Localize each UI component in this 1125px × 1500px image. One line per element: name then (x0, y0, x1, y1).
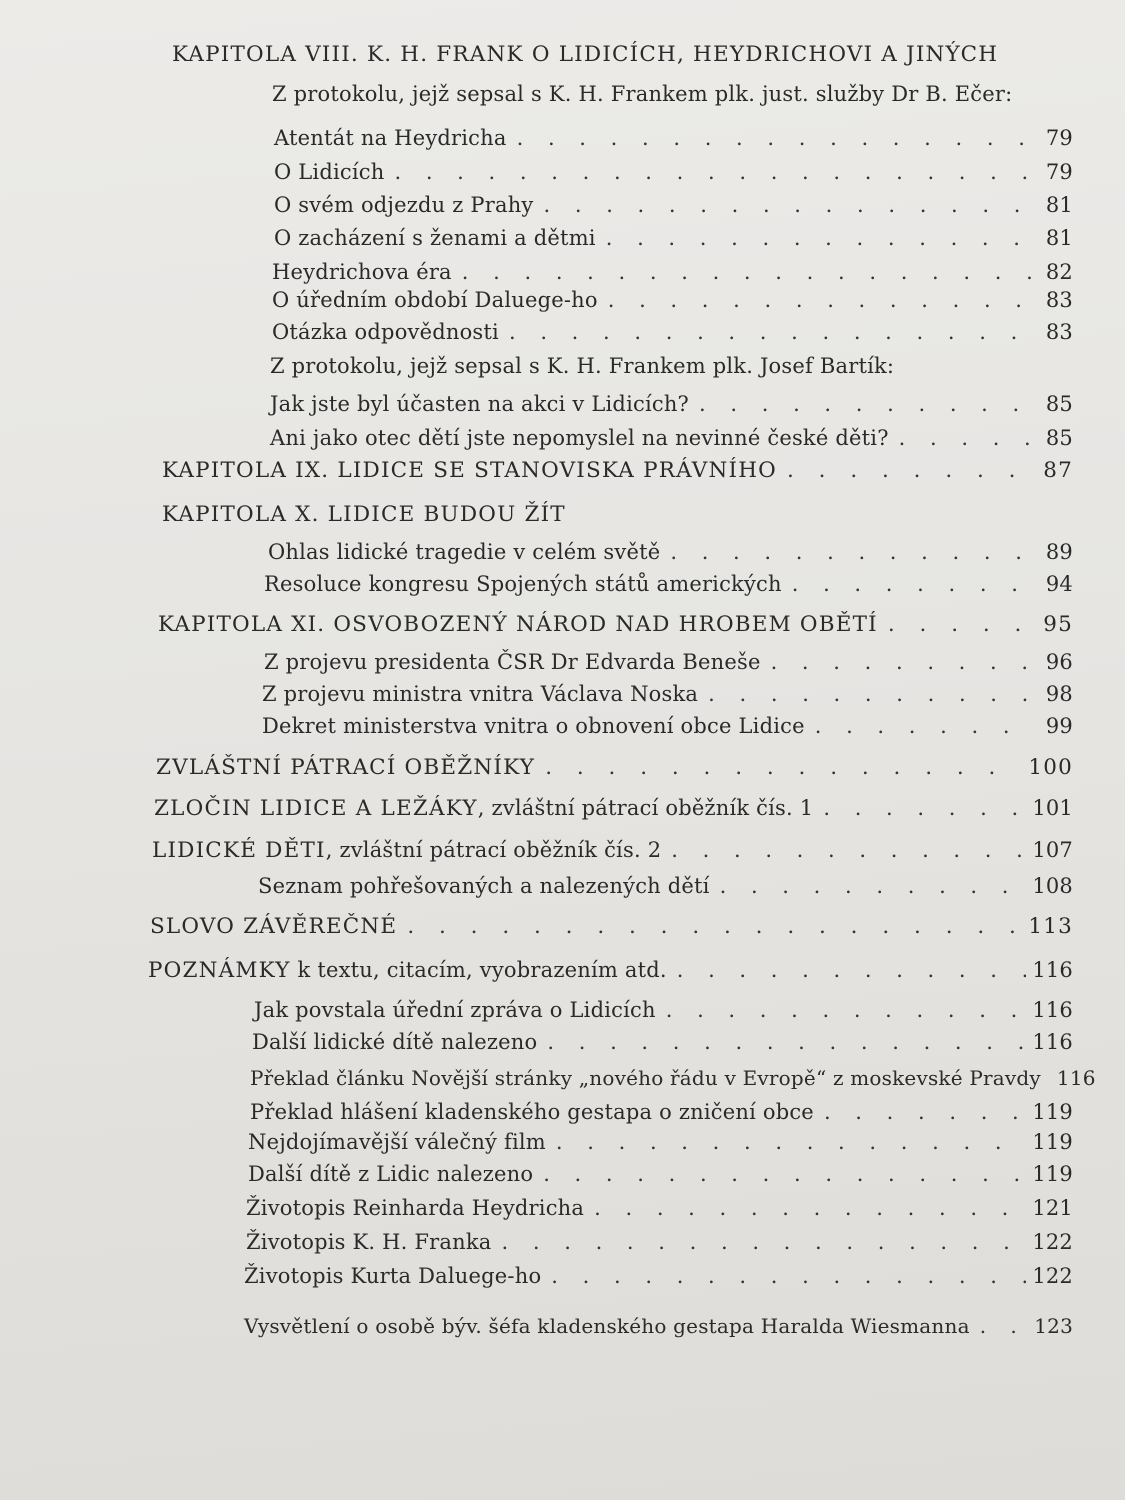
toc-circular-2 (152, 838, 1073, 863)
toc-entry-text: Jak povstala úřední zpráva o Lidicích (254, 998, 656, 1022)
toc-entry (244, 1264, 1073, 1288)
toc-entry-text: KAPITOLA X. LIDICE BUDOU ŽÍT (162, 502, 566, 527)
toc-entry (246, 1196, 1073, 1220)
toc-entry-text: Jak jste byl účasten na akci v Lidicích? (270, 392, 690, 416)
leader-dots (556, 1130, 1026, 1154)
toc-entry-text: Otázka odpovědnosti (272, 320, 499, 344)
leader-dots (547, 1030, 1026, 1054)
leader-dots (670, 540, 1033, 564)
toc-page-number: 119 (1032, 1162, 1073, 1186)
toc-protocol-bartik (270, 354, 1073, 378)
toc-entry-text: SLOVO ZÁVĚREČNÉ (150, 914, 398, 939)
toc-entry-text: Z projevu ministra vnitra Václava Noska (262, 682, 699, 706)
leader-dots (666, 998, 1027, 1022)
toc-entry (262, 682, 1073, 706)
leader-dots (699, 392, 1033, 416)
toc-page-number: 107 (1032, 838, 1073, 862)
toc-entry-text: Další dítě z Lidic nalezeno (248, 1162, 534, 1186)
toc-page-number: 116 (1032, 958, 1073, 982)
toc-page-number: 83 (1045, 288, 1073, 312)
leader-dots (771, 650, 1033, 674)
toc-entry (252, 1030, 1073, 1054)
toc-page-number: 101 (1032, 796, 1073, 820)
toc-page-number: 85 (1045, 426, 1073, 450)
leader-dots (606, 226, 1033, 250)
toc-entry (250, 1100, 1073, 1124)
toc-entry-text: Nejdojímavější válečný film (248, 1130, 546, 1154)
toc-page-number: 116 (1032, 1030, 1073, 1054)
toc-page-number: 89 (1045, 540, 1073, 564)
toc-entry-text: O zacházení s ženami a dětmi (274, 226, 596, 250)
toc-entry (274, 193, 1073, 217)
leader-dots (677, 958, 1027, 982)
leader-dots (720, 874, 1027, 898)
toc-chapter-10 (162, 502, 1073, 527)
leader-dots (608, 288, 1033, 312)
toc-entry-text: Vysvětlení o osobě býv. šéfa kladenského gestapa Haralda Wiesmanna (244, 1314, 970, 1338)
toc-page-number: 79 (1045, 160, 1073, 184)
leader-dots (544, 193, 1034, 217)
toc-page-number: 85 (1045, 392, 1073, 416)
toc-entry-subtitle: , zvláštní pátrací oběžník čís. 2 (325, 838, 662, 862)
leader-dots (545, 755, 1022, 780)
toc-entry-text: KAPITOLA IX. LIDICE SE STANOVISKA PRÁVNÍHO (162, 458, 777, 483)
toc-entry-text: Dekret ministerstva vnitra o obnovení obce Lidice (262, 714, 805, 738)
toc-entry-heading: POZNÁMKY (148, 958, 291, 983)
toc-entry-text: O Lidicích (274, 160, 385, 184)
toc-page-number: 94 (1045, 572, 1073, 596)
toc-entry-text: Z projevu presidenta ČSR Dr Edvarda Beneše (264, 650, 761, 674)
toc-page-number: 121 (1032, 1196, 1073, 1220)
toc-entry-text: Další lidické dítě nalezeno (252, 1030, 538, 1054)
leader-dots (671, 838, 1026, 862)
toc-entry (272, 260, 1073, 284)
toc-entry (264, 572, 1073, 596)
toc-entry-text: Heydrichova éra (272, 260, 452, 284)
toc-entry-text: O úředním období Daluege-ho (272, 288, 598, 312)
toc-notes (148, 958, 1073, 983)
toc-entry-text: Ohlas lidické tragedie v celém světě (268, 540, 661, 564)
toc-entry (244, 1314, 1073, 1338)
leader-dots (551, 1264, 1026, 1288)
toc-page-number: 96 (1045, 650, 1073, 674)
toc-entry (274, 226, 1073, 250)
toc-entry-text: Seznam pohřešovaných a nalezených dětí (258, 874, 710, 898)
leader-dots (787, 458, 1033, 483)
toc-entry-text: Z protokolu, jejž sepsal s K. H. Frankem plk. just. služby Dr B. Ečer: (272, 82, 1013, 106)
toc-page-number: 87 (1043, 458, 1073, 483)
toc-entry-text: Životopis Reinharda Heydricha (246, 1196, 585, 1220)
toc-entry (250, 1066, 1096, 1090)
toc-page-number: 123 (1034, 1314, 1073, 1338)
toc-entry (264, 650, 1073, 674)
toc-entry-heading: LIDICKÉ DĚTI (152, 838, 326, 863)
leader-dots (815, 714, 1033, 738)
toc-entry-text: KAPITOLA VIII. K. H. FRANK O LIDICÍCH, HEYDRICHOVI A JINÝCH (172, 42, 999, 67)
leader-dots (824, 1100, 1026, 1124)
toc-entry (270, 426, 1073, 450)
toc-page-number: 82 (1045, 260, 1073, 284)
toc-circular-1 (154, 796, 1073, 821)
toc-entry-text: Ani jako otec dětí jste nepomyslel na nevinné české děti? (270, 426, 889, 450)
toc-entry-text: Překlad hlášení kladenského gestapa o zničení obce (250, 1100, 814, 1124)
toc-special-circulars (156, 755, 1073, 780)
toc-entry (248, 1130, 1073, 1154)
leader-dots (517, 126, 1033, 150)
toc-page-number: 81 (1045, 193, 1073, 217)
toc-entry-text: Resoluce kongresu Spojených států amerických (264, 572, 782, 596)
toc-page-number: 81 (1045, 226, 1073, 250)
toc-chapter-11 (158, 612, 1073, 637)
toc-closing-word (150, 914, 1073, 939)
toc-entry (262, 714, 1073, 738)
toc-entry-text: Atentát na Heydricha (274, 126, 507, 150)
leader-dots (792, 572, 1033, 596)
toc-page-number: 113 (1028, 914, 1073, 939)
toc-entry-subtitle: , zvláštní pátrací oběžník čís. 1 (477, 796, 814, 820)
toc-page-number: 119 (1032, 1100, 1073, 1124)
toc-entry (248, 1162, 1073, 1186)
toc-page-number: 108 (1032, 874, 1073, 898)
toc-entry (272, 288, 1073, 312)
toc-entry-text: KAPITOLA XI. OSVOBOZENÝ NÁROD NAD HROBEM OBĚTÍ (158, 612, 878, 637)
toc-entry (246, 1230, 1073, 1254)
toc-entry-text: O svém odjezdu z Prahy (274, 193, 534, 217)
toc-chapter-8 (172, 42, 1073, 67)
toc-entry (274, 160, 1073, 184)
leader-dots (509, 320, 1033, 344)
toc-page-number: 122 (1032, 1264, 1073, 1288)
toc-page-number: 83 (1045, 320, 1073, 344)
toc-entry (254, 998, 1073, 1022)
toc-entry (270, 392, 1073, 416)
leader-dots (980, 1314, 1029, 1338)
leader-dots (543, 1162, 1026, 1186)
toc-page-number: 79 (1045, 126, 1073, 150)
toc-page-number: 98 (1045, 682, 1073, 706)
toc-page-number: 119 (1032, 1130, 1073, 1154)
toc-entry (258, 874, 1073, 898)
toc-entry (272, 320, 1073, 344)
toc-page-number: 122 (1032, 1230, 1073, 1254)
leader-dots (823, 796, 1026, 820)
leader-dots (899, 426, 1033, 450)
toc-page-number: 100 (1028, 755, 1073, 780)
toc-page-number: 116 (1056, 1066, 1096, 1090)
toc-entry (274, 126, 1073, 150)
toc-entry (268, 540, 1073, 564)
toc-entry-heading: ZLOČIN LIDICE A LEŽÁKY (154, 796, 478, 821)
toc-entry-subtitle: k textu, citacím, vyobrazením atd. (290, 958, 667, 982)
toc-entry-text: Překlad článku Novější stránky „nového řádu v Evropě“ z moskevské Pravdy (250, 1066, 1041, 1090)
toc-entry-text: Životopis Kurta Daluege-ho (244, 1264, 542, 1288)
leader-dots (594, 1196, 1026, 1220)
toc-page-number: 99 (1045, 714, 1073, 738)
leader-dots (407, 914, 1022, 939)
leader-dots (502, 1230, 1027, 1254)
toc-page-number: 116 (1032, 998, 1073, 1022)
leader-dots (708, 682, 1033, 706)
toc-protocol-ecer (272, 82, 1073, 106)
toc-entry-text: Životopis K. H. Franka (246, 1230, 492, 1254)
toc-entry-text: Z protokolu, jejž sepsal s K. H. Frankem plk. Josef Bartík: (270, 354, 895, 378)
leader-dots (394, 160, 1033, 184)
toc-page-number: 95 (1043, 612, 1073, 637)
leader-dots (888, 612, 1033, 637)
toc-entry-text: ZVLÁŠTNÍ PÁTRACÍ OBĚŽNÍKY (156, 755, 536, 780)
toc-chapter-9 (162, 458, 1073, 483)
leader-dots (462, 260, 1033, 284)
